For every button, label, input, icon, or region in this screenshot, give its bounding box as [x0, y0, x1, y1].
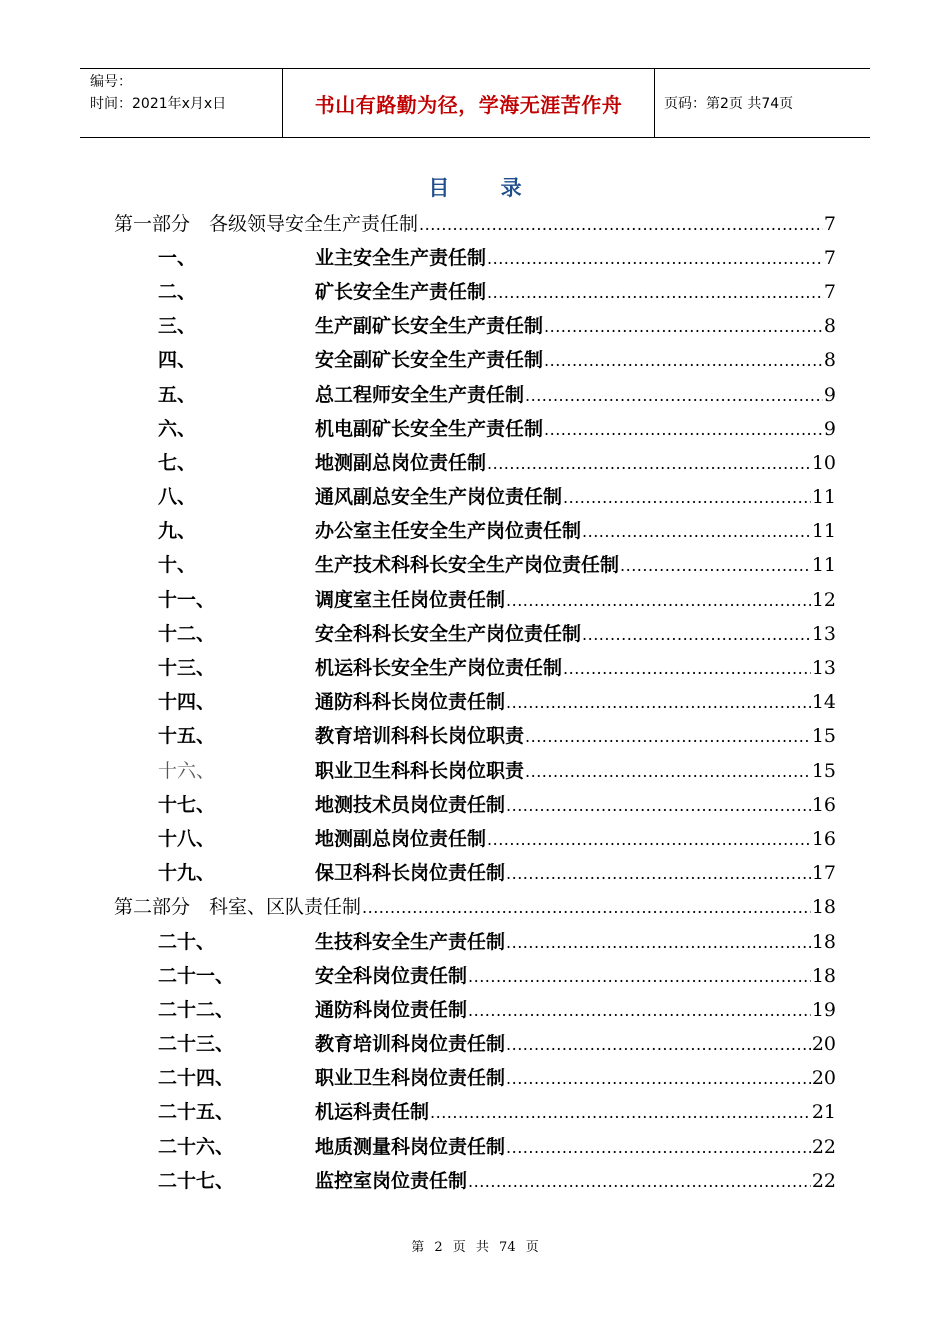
toc-entry[interactable]	[114, 1060, 836, 1094]
toc-entry-title: 矿长安全生产责任制	[315, 280, 487, 303]
toc-entry-number: 七、	[158, 451, 197, 474]
toc-entry-title: 职业卫生科岗位责任制	[315, 1067, 506, 1090]
toc-entry-number: 十五、	[158, 725, 216, 748]
toc-entry-number: 十四、	[158, 691, 216, 714]
toc-dot-leader	[487, 249, 823, 268]
toc-entry-page: 22	[811, 1135, 836, 1158]
toc-dot-leader	[506, 1035, 811, 1054]
toc-entry-page: 21	[811, 1101, 836, 1124]
toc-entry-page: 11	[811, 520, 836, 543]
toc-entry-page: 13	[811, 657, 836, 680]
toc-dot-leader	[430, 1103, 811, 1122]
toc-entry-line	[315, 790, 836, 817]
toc-dot-leader	[362, 898, 811, 917]
toc-entry-number: 十九、	[158, 862, 216, 885]
toc-dot-leader	[525, 727, 811, 746]
toc-entry-number: 二、	[158, 280, 197, 303]
toc-entry-line	[315, 824, 836, 851]
toc-entry-line	[315, 995, 836, 1022]
toc-part-entry[interactable]	[114, 889, 836, 923]
toc-entry-line	[315, 550, 836, 577]
toc-entry-line	[315, 380, 836, 407]
document-number-label: 编号：	[90, 74, 132, 90]
toc-entry-number: 二十二、	[158, 998, 235, 1021]
toc-entry-number: 十七、	[158, 793, 216, 816]
toc-entry-number: 一、	[158, 246, 197, 269]
toc-entry-line	[315, 516, 836, 543]
toc-entry-title: 保卫科科长岗位责任制	[315, 862, 506, 885]
toc-entry-page: 8	[823, 315, 836, 338]
toc-entry[interactable]	[114, 239, 836, 273]
toc-entry-title: 通防科岗位责任制	[315, 998, 468, 1021]
toc-entry[interactable]	[114, 547, 836, 581]
toc-entry-number: 二十五、	[158, 1101, 235, 1124]
toc-entry-page: 8	[823, 349, 836, 372]
toc-entry[interactable]	[114, 649, 836, 683]
toc-entry[interactable]	[114, 786, 836, 820]
toc-entry[interactable]	[114, 1128, 836, 1162]
toc-entry[interactable]	[114, 273, 836, 307]
header-page-info: 页码：第2页 共74页	[664, 96, 794, 112]
toc-entry-page: 9	[823, 383, 836, 406]
toc-entry[interactable]	[114, 444, 836, 478]
header-motto: 书山有路勤为径，学海无涯苦作舟	[314, 92, 623, 117]
toc-entry-page: 14	[811, 691, 836, 714]
toc-entry-page: 15	[811, 759, 836, 782]
toc-entry-title: 地测副总岗位责任制	[315, 827, 487, 850]
toc-dot-leader	[468, 1172, 811, 1191]
toc-dot-leader	[525, 762, 811, 781]
toc-dot-leader	[506, 591, 811, 610]
toc-entry-page: 20	[811, 1067, 836, 1090]
toc-dot-leader	[487, 454, 811, 473]
toc-dot-leader	[544, 420, 823, 439]
toc-entry[interactable]	[114, 308, 836, 342]
toc-entry-number: 三、	[158, 315, 197, 338]
toc-entry[interactable]	[114, 820, 836, 854]
toc-entry-title: 第一部分 各级领导安全生产责任制	[114, 212, 419, 235]
toc-entry-line	[315, 687, 836, 714]
toc-dot-leader	[582, 625, 811, 644]
toc-entry-line	[315, 277, 836, 304]
toc-entry-number: 十、	[158, 554, 197, 577]
toc-entry[interactable]	[114, 1094, 836, 1128]
toc-entry-title: 机运科长安全生产岗位责任制	[315, 657, 563, 680]
toc-entry[interactable]	[114, 1162, 836, 1196]
toc-entry-page: 11	[811, 554, 836, 577]
toc-entry-line	[315, 482, 836, 509]
toc-entry-number: 二十三、	[158, 1033, 235, 1056]
header-page-cell	[655, 69, 870, 137]
toc-entry-title: 机运科责任制	[315, 1101, 430, 1124]
toc-entry-title: 总工程师安全生产责任制	[315, 383, 525, 406]
toc-dot-leader	[582, 522, 811, 541]
toc-entry-page: 16	[811, 827, 836, 850]
toc-entry-line	[315, 345, 836, 372]
toc-dot-leader	[468, 967, 811, 986]
toc-entry-number: 十一、	[158, 588, 216, 611]
toc-dot-leader	[487, 830, 811, 849]
toc-entry-line	[315, 961, 836, 988]
toc-entry-line	[315, 653, 836, 680]
toc-entry-line	[315, 756, 836, 783]
toc-entry[interactable]	[114, 513, 836, 547]
toc-entry-line	[315, 448, 836, 475]
document-time-label: 时间：2021年x月x日	[90, 96, 227, 112]
toc-entry-line	[315, 858, 836, 885]
toc-dot-leader	[419, 215, 823, 234]
toc-entry-page: 22	[811, 1169, 836, 1192]
toc-entry-line	[114, 892, 836, 919]
toc-dot-leader	[487, 283, 823, 302]
toc-entry[interactable]	[114, 479, 836, 513]
toc-entry[interactable]	[114, 752, 836, 786]
header-meta	[80, 69, 282, 137]
toc-dot-leader	[506, 796, 811, 815]
toc-entry-line	[315, 243, 836, 270]
toc-dot-leader	[525, 386, 823, 405]
page-footer: 第 2 页 共 74 页	[411, 1240, 539, 1255]
toc-entry-page: 7	[823, 280, 836, 303]
toc-entry[interactable]	[114, 410, 836, 444]
toc-entry[interactable]	[114, 684, 836, 718]
table-of-contents	[114, 205, 836, 1196]
toc-entry-number: 十三、	[158, 657, 216, 680]
toc-entry-number: 十二、	[158, 622, 216, 645]
toc-entry-line	[315, 619, 836, 646]
toc-entry-number: 二十七、	[158, 1169, 235, 1192]
toc-entry-title: 第二部分 科室、区队责任制	[114, 896, 362, 919]
toc-entry-title: 地测副总岗位责任制	[315, 451, 487, 474]
toc-entry[interactable]	[114, 855, 836, 889]
toc-entry-page: 10	[811, 451, 836, 474]
toc-entry-line	[315, 1097, 836, 1124]
toc-entry-line	[315, 1029, 836, 1056]
toc-entry-number: 五、	[158, 383, 197, 406]
toc-entry-line	[114, 209, 836, 236]
toc-entry-number: 六、	[158, 417, 197, 440]
toc-entry-page: 7	[823, 212, 836, 235]
toc-entry-title: 调度室主任岗位责任制	[315, 588, 506, 611]
toc-entry[interactable]	[114, 581, 836, 615]
toc-entry-line	[315, 585, 836, 612]
toc-entry-number: 二十六、	[158, 1135, 235, 1158]
toc-entry-title: 业主安全生产责任制	[315, 246, 487, 269]
toc-entry[interactable]	[114, 376, 836, 410]
header-motto-cell	[282, 69, 655, 137]
toc-entry-title: 安全副矿长安全生产责任制	[315, 349, 544, 372]
toc-entry-line	[315, 1063, 836, 1090]
toc-entry-line	[315, 1166, 836, 1193]
toc-dot-leader	[506, 933, 811, 952]
toc-entry-number: 八、	[158, 486, 197, 509]
toc-entry-title: 办公室主任安全生产岗位责任制	[315, 520, 582, 543]
toc-entry-line	[315, 414, 836, 441]
toc-entry-title: 通风副总安全生产岗位责任制	[315, 486, 563, 509]
toc-dot-leader	[544, 351, 823, 370]
toc-entry-title: 机电副矿长安全生产责任制	[315, 417, 544, 440]
toc-entry-page: 16	[811, 793, 836, 816]
toc-entry-title: 生产技术科科长安全生产岗位责任制	[315, 554, 620, 577]
toc-entry-line	[315, 311, 836, 338]
toc-entry[interactable]	[114, 991, 836, 1025]
toc-entry-line	[315, 1132, 836, 1159]
toc-entry-title: 教育培训科岗位责任制	[315, 1033, 506, 1056]
toc-entry[interactable]	[114, 923, 836, 957]
toc-entry-title: 生产副矿长安全生产责任制	[315, 315, 544, 338]
toc-entry[interactable]	[114, 615, 836, 649]
toc-dot-leader	[620, 556, 811, 575]
toc-entry-title: 地质测量科岗位责任制	[315, 1135, 506, 1158]
toc-entry-number: 四、	[158, 349, 197, 372]
toc-entry-title: 生技科安全生产责任制	[315, 930, 506, 953]
toc-entry-number: 十六、	[158, 759, 216, 782]
toc-dot-leader	[563, 488, 811, 507]
toc-dot-leader	[506, 1138, 811, 1157]
toc-entry-page: 18	[811, 896, 836, 919]
toc-entry-title: 安全科科长安全生产岗位责任制	[315, 622, 582, 645]
toc-entry-line	[315, 721, 836, 748]
toc-entry[interactable]	[114, 1026, 836, 1060]
toc-entry-number: 二十四、	[158, 1067, 235, 1090]
toc-dot-leader	[563, 659, 811, 678]
toc-dot-leader	[506, 693, 811, 712]
toc-part-entry[interactable]	[114, 205, 836, 239]
toc-dot-leader	[506, 1069, 811, 1088]
toc-entry-number: 九、	[158, 520, 197, 543]
toc-entry-page: 12	[811, 588, 836, 611]
toc-entry-page: 20	[811, 1033, 836, 1056]
toc-entry-title: 安全科岗位责任制	[315, 964, 468, 987]
toc-entry-page: 11	[811, 486, 836, 509]
toc-entry-page: 19	[811, 998, 836, 1021]
toc-entry-page: 18	[811, 930, 836, 953]
toc-entry-line	[315, 927, 836, 954]
toc-entry-page: 18	[811, 964, 836, 987]
toc-entry-title: 教育培训科科长岗位职责	[315, 725, 525, 748]
toc-entry-number: 十八、	[158, 827, 216, 850]
toc-entry[interactable]	[114, 957, 836, 991]
toc-entry-page: 17	[811, 862, 836, 885]
toc-entry-number: 二十一、	[158, 964, 235, 987]
toc-entry-title: 监控室岗位责任制	[315, 1169, 468, 1192]
toc-entry-title: 地测技术员岗位责任制	[315, 793, 506, 816]
toc-entry-page: 15	[811, 725, 836, 748]
toc-dot-leader	[506, 864, 811, 883]
toc-entry[interactable]	[114, 718, 836, 752]
toc-dot-leader	[544, 317, 823, 336]
page-header	[80, 68, 870, 138]
toc-entry[interactable]	[114, 342, 836, 376]
toc-dot-leader	[468, 1001, 811, 1020]
toc-entry-page: 13	[811, 622, 836, 645]
toc-entry-page: 7	[823, 246, 836, 269]
toc-entry-page: 9	[823, 417, 836, 440]
toc-title: 目 录	[428, 176, 544, 200]
toc-entry-number: 二十、	[158, 930, 216, 953]
toc-entry-title: 通防科科长岗位责任制	[315, 691, 506, 714]
toc-entry-title: 职业卫生科科长岗位职责	[315, 759, 525, 782]
